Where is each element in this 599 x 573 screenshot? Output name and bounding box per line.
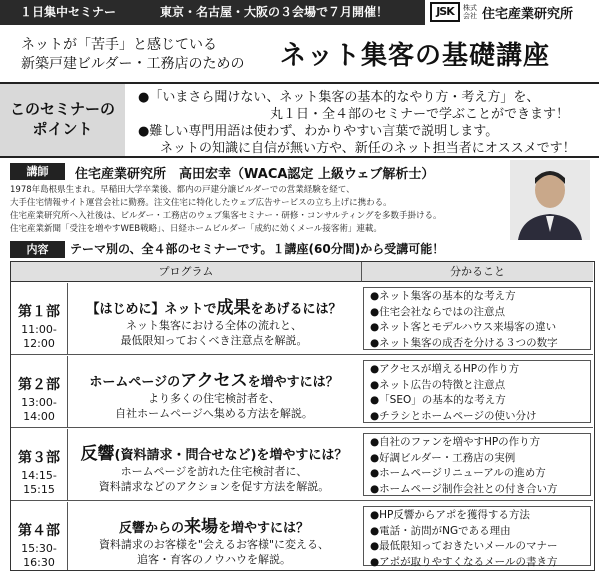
points-label <box>0 84 125 156</box>
lecturer-tag: 講師 <box>10 163 65 180</box>
program-desc: ネット集客における全体の流れと、 <box>126 319 302 332</box>
point-line: ●「いまさら聞けない、ネット集客の基本的なやり方・考え方」を、 <box>138 90 540 105</box>
bio-line: 1978年島根県生まれ。早稲田大学卒業後、都内の戸建分譲ビルダーでの営業経験を経て、 <box>10 185 355 195</box>
part-cell <box>11 502 68 570</box>
heading-suffix: を増やすには？ <box>218 521 310 536</box>
program-desc: 資料請求のお客様を"会えるお客様"に変える、 <box>98 538 330 551</box>
seminar-points <box>0 82 599 158</box>
program-cell <box>69 429 359 500</box>
program-desc: 資料請求などのアクションを促す方法を解説。 <box>98 480 330 493</box>
points-label-line-1: このセミナーの <box>9 100 115 118</box>
learn-item: ●「SEO」の基本的な考え方 <box>370 394 506 406</box>
learn-list <box>363 287 591 350</box>
program-heading <box>69 512 359 537</box>
point-line: ●難しい専門用語は使わず、わかりやすい言葉で説明します。 <box>138 124 499 139</box>
heading-suffix: を増やすには？ <box>247 375 339 390</box>
lecturer-photo <box>510 160 590 240</box>
program-desc: より多くの住宅検討者を、 <box>148 392 280 405</box>
program-desc: 追客・育客のノウハウを解説。 <box>137 553 291 566</box>
heading-keyword: 反響 <box>80 444 115 464</box>
program-heading <box>69 293 359 318</box>
subtitle-line-1: ネットが「苦手」と感じている <box>21 37 217 53</box>
part-cell <box>11 283 68 354</box>
learn-item: ●アポが取りやすくなるメールの書き方 <box>370 555 558 568</box>
time-start: 15:30- <box>21 542 57 555</box>
learn-item: ●電話・訪問がNGである理由 <box>370 524 511 537</box>
learn-item: ●ネット集客の成否を分ける３つの数字 <box>370 336 558 349</box>
venue-announcement: 東京・名古屋・大阪の３会場で７月開催！ <box>160 5 389 19</box>
learn-item: ●最低限知っておきたいメールのマナー <box>370 540 558 552</box>
learn-list <box>363 360 591 423</box>
point-line: ネットの知識に自信が無い方や、新任のネット担当者にオススメです！ <box>160 141 576 156</box>
announcement-bar <box>0 0 425 25</box>
part-number: 第４部 <box>18 523 60 539</box>
time-end: 12:00 <box>23 337 55 350</box>
heading-keyword: アクセス <box>180 371 248 391</box>
time-end: 15:15 <box>23 483 55 496</box>
heading-prefix: 【はじめに】ネットで <box>86 302 217 317</box>
part-number: 第３部 <box>18 450 60 466</box>
program-heading <box>69 439 359 464</box>
program-table <box>10 261 595 571</box>
program-desc: ホームページを訪れた住宅検討者に、 <box>120 465 308 478</box>
program-heading <box>69 366 359 391</box>
learn-item: ●ネット広告の特徴と注意点 <box>370 378 506 391</box>
learn-item: ●ホームページ制作会社との付き合い方 <box>370 482 558 495</box>
bio-line: 住宅産業新聞「受注を増やすWEB戦略」、日経ホームビルダー「成約に効くメール接客術」連載。 <box>10 224 382 234</box>
part-cell <box>11 429 68 500</box>
logo-mark: JSK <box>430 2 460 22</box>
program-cell <box>69 356 359 427</box>
program-cell <box>69 283 359 354</box>
bio-line: 大手住宅情報サイト運営会社に勤務。注文住宅に特化したウェブ広告サービスの立ち上げに携わる。 <box>10 198 392 208</box>
top-banner <box>0 0 599 25</box>
time-end: 14:00 <box>23 410 55 423</box>
learn-item: ●住宅会社ならではの注意点 <box>370 305 506 318</box>
heading-keyword: 成果 <box>216 298 251 318</box>
time-start: 14:15- <box>21 469 57 482</box>
part-number: 第２部 <box>18 377 60 393</box>
logo-corp-label: 株式会社 <box>463 4 477 20</box>
heading-suffix: をあげるには？ <box>250 302 342 317</box>
page-title: ネット集客の基礎講座 <box>280 41 551 71</box>
program-cell <box>69 502 359 570</box>
learn-item: ●自社のファンを増やすHPの作り方 <box>370 436 541 448</box>
learn-item: ●アクセスが増えるHPの作り方 <box>370 363 520 375</box>
seminar-badge: １日集中セミナー <box>20 5 117 19</box>
logo-company-name: 住宅産業研究所 <box>482 7 574 22</box>
learn-list <box>363 433 591 496</box>
content-intro: テーマ別の、全４部のセミナーです。１講座(60分間)から受講可能！ <box>70 242 445 256</box>
heading-suffix: (資料請求・問合せなど)を増やすには？ <box>114 448 348 463</box>
points-label-line-2: ポイント <box>32 120 93 138</box>
company-logo <box>430 2 595 24</box>
point-line: 丸１日・全４部のセミナーで学ぶことができます！ <box>270 107 570 122</box>
time-start: 11:00- <box>21 323 57 336</box>
learn-item: ●好調ビルダー・工務店の実例 <box>370 451 516 464</box>
program-desc: 最低限知っておくべき注意点を解説。 <box>120 334 308 347</box>
column-header-learn: 分かること <box>361 262 593 282</box>
table-row <box>11 502 593 570</box>
lecturer-name: 住宅産業研究所 高田宏幸（WACA認定 上級ウェブ解析士） <box>75 167 435 182</box>
subtitle-line-2: 新築戸建ビルダー・工務店のための <box>21 56 245 72</box>
program-desc: 自社ホームページへ集める方法を解説。 <box>115 407 313 420</box>
heading-prefix: ホームページの <box>89 375 181 390</box>
time-start: 13:00- <box>21 396 57 409</box>
learn-list <box>363 506 591 566</box>
learn-item: ●ネット集客の基本的な考え方 <box>370 290 516 302</box>
part-number: 第１部 <box>18 304 60 320</box>
table-row <box>11 283 593 355</box>
table-row <box>11 429 593 501</box>
time-end: 16:30 <box>23 556 55 569</box>
bio-line: 住宅産業研究所へ入社後は、ビルダー・工務店のウェブ集客セミナー・研修・コンサルティングを多数手掛ける。 <box>10 211 442 221</box>
table-row <box>11 356 593 428</box>
part-cell <box>11 356 68 427</box>
column-header-program: プログラム <box>11 262 361 282</box>
content-tag: 内容 <box>10 241 65 258</box>
heading-keyword: 来場 <box>184 517 218 537</box>
learn-item: ●ネット客とモデルハウス来場客の違い <box>370 321 557 333</box>
heading-prefix: 反響からの <box>118 521 184 536</box>
learn-item: ●ホームページリニューアルの進め方 <box>370 467 546 479</box>
learn-item: ●HP反響からアポを獲得する方法 <box>370 509 530 521</box>
learn-item: ●チラシとホームページの使い分け <box>370 409 537 422</box>
